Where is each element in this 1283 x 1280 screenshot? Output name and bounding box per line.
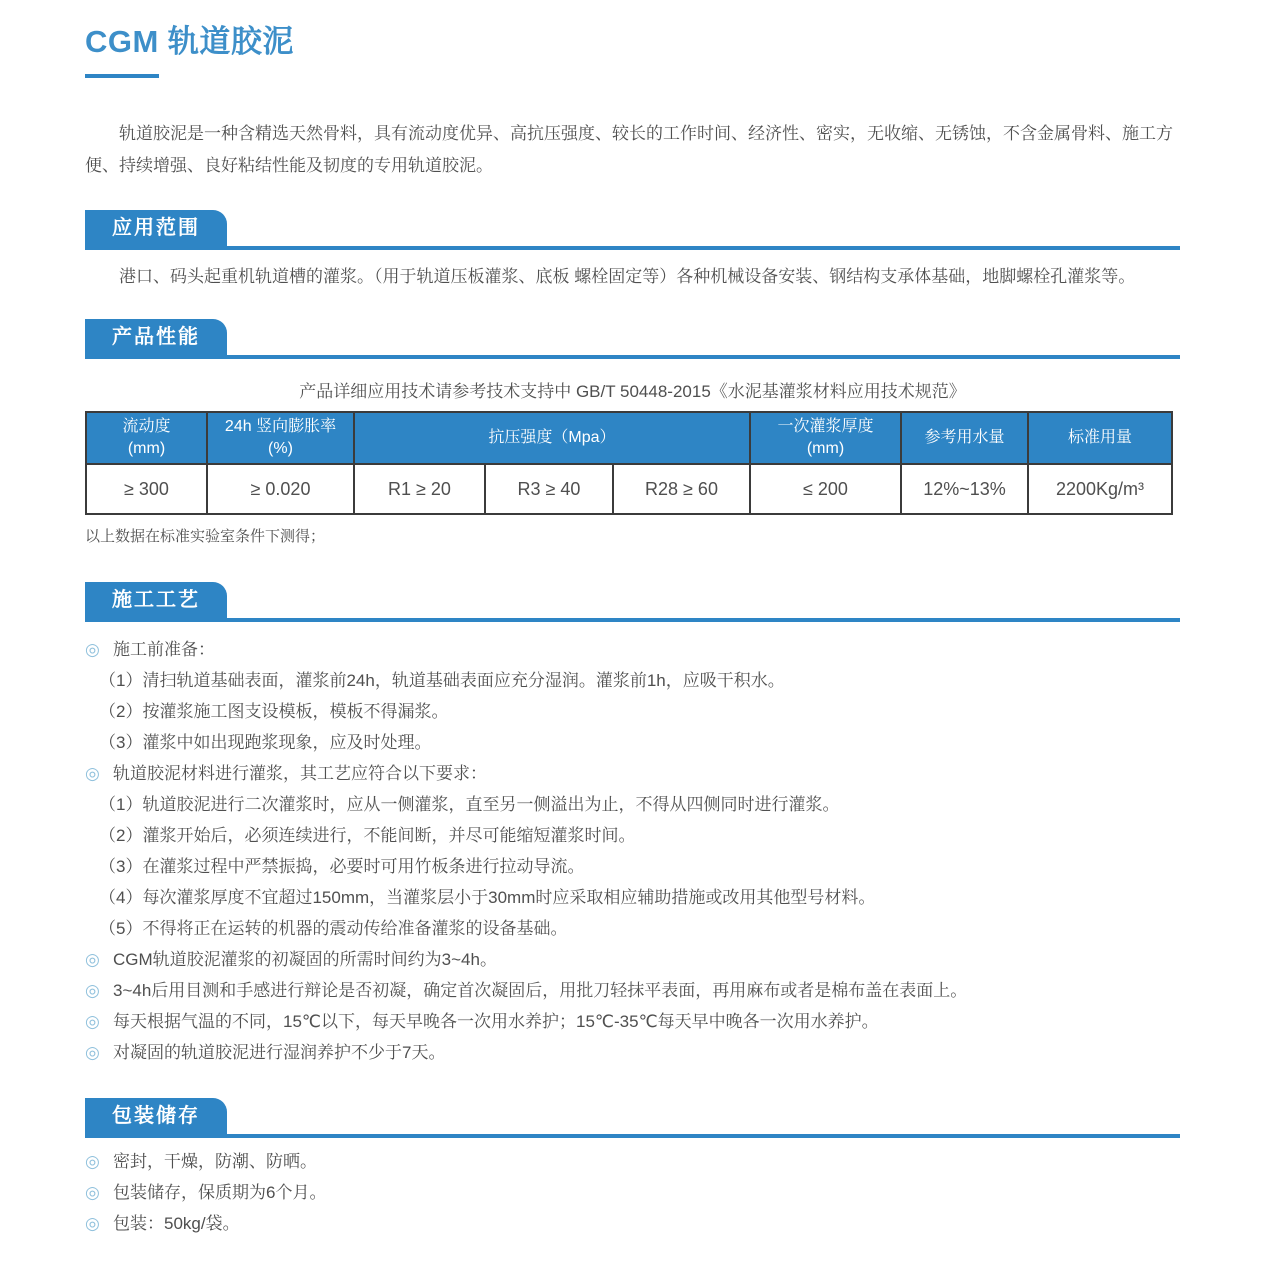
bullet-icon: ◎ bbox=[85, 981, 100, 1000]
col-header-expansion: 24h 竖向膨胀率 (%) bbox=[207, 412, 354, 464]
application-body: 港口、码头起重机轨道槽的灌浆。（用于轨道压板灌浆、底板 螺栓固定等）各种机械设备安装、钢结构支承体基础，地脚螺栓孔灌浆等。 bbox=[119, 267, 1136, 286]
packaging-item: ◎ 密封，干燥，防潮、防晒。 bbox=[85, 1152, 317, 1171]
bullet-icon: ◎ bbox=[85, 640, 100, 659]
section-heading-rule bbox=[85, 1098, 1180, 1138]
construction-step: （4）每次灌浆厚度不宜超过150mm，当灌浆层小于30mm时应采取相应辅助措施或改用其他型号材料。 bbox=[99, 888, 876, 907]
value-strength-r28: R28 ≥ 60 bbox=[613, 464, 750, 514]
title-underline bbox=[85, 74, 159, 78]
construction-step: （5）不得将正在运转的机器的震动传给准备灌浆的设备基础。 bbox=[99, 919, 568, 938]
performance-table bbox=[85, 411, 1173, 515]
bullet-icon: ◎ bbox=[85, 764, 100, 783]
bullet-icon: ◎ bbox=[85, 1183, 100, 1202]
col-header-water-ratio: 参考用水量 bbox=[901, 412, 1028, 464]
value-strength-r1: R1 ≥ 20 bbox=[354, 464, 485, 514]
col-header-flowability: 流动度 (mm) bbox=[86, 412, 207, 464]
bullet-icon: ◎ bbox=[85, 1152, 100, 1171]
value-water-ratio: 12%~13% bbox=[901, 464, 1028, 514]
table-data-row bbox=[86, 464, 1172, 514]
lab-condition-note: 以上数据在标准实验室条件下测得； bbox=[85, 528, 326, 545]
construction-step: （3）在灌浆过程中严禁振捣，必要时可用竹板条进行拉动导流。 bbox=[99, 857, 585, 876]
value-expansion: ≥ 0.020 bbox=[207, 464, 354, 514]
section-heading-rule bbox=[85, 210, 1180, 250]
value-grout-thickness: ≤ 200 bbox=[750, 464, 901, 514]
value-strength-r3: R3 ≥ 40 bbox=[485, 464, 613, 514]
section-packaging bbox=[85, 1098, 1180, 1234]
packaging-item: ◎ 包装：50kg/袋。 bbox=[85, 1214, 240, 1233]
section-heading-packaging: 包装储存 bbox=[85, 1098, 227, 1134]
page-title: CGM 轨道胶泥 bbox=[85, 24, 294, 59]
construction-steps-list bbox=[85, 640, 1180, 1063]
construction-step: （1）轨道胶泥进行二次灌浆时，应从一侧灌浆，直至另一侧溢出为止，不得从四侧同时进行灌浆。 bbox=[99, 795, 840, 814]
section-heading-application: 应用范围 bbox=[85, 210, 227, 246]
construction-step: ◎ 施工前准备： bbox=[85, 640, 215, 659]
section-heading-performance: 产品性能 bbox=[85, 319, 227, 355]
construction-step: ◎ CGM轨道胶泥灌浆的初凝固的所需时间约为3~4h。 bbox=[85, 950, 497, 969]
packaging-item: ◎ 包装储存，保质期为6个月。 bbox=[85, 1183, 327, 1202]
col-header-compressive-strength: 抗压强度（Mpa） bbox=[354, 412, 750, 464]
construction-step: ◎ 每天根据气温的不同，15℃以下，每天早晚各一次用水养护；15℃-35℃每天早中晚各一次用水养护。 bbox=[85, 1012, 879, 1031]
construction-step: （3）灌浆中如出现跑浆现象，应及时处理。 bbox=[99, 733, 432, 752]
col-header-standard-dosage: 标准用量 bbox=[1028, 412, 1172, 464]
bullet-icon: ◎ bbox=[85, 1214, 100, 1233]
construction-step: （1）清扫轨道基础表面，灌浆前24h，轨道基础表面应充分湿润。灌浆前1h，应吸干积水。 bbox=[99, 671, 785, 690]
construction-step: ◎ 轨道胶泥材料进行灌浆，其工艺应符合以下要求： bbox=[85, 764, 487, 783]
product-intro: 轨道胶泥是一种含精选天然骨料，具有流动度优异、高抗压强度、较长的工作时间、经济性、密实，无收缩、无锈蚀，不含金属骨料、施工方便、持续增强、良好粘结性能及韧度的专用轨道胶泥。 bbox=[85, 124, 1173, 175]
reference-standard-note: 产品详细应用技术请参考技术支持中 GB/T 50448-2015《水泥基灌浆材料应用技术规范》 bbox=[299, 382, 966, 401]
section-heading-rule bbox=[85, 319, 1180, 359]
section-heading-construction: 施工工艺 bbox=[85, 582, 227, 618]
bullet-icon: ◎ bbox=[85, 950, 100, 969]
section-performance bbox=[85, 319, 1180, 546]
value-standard-dosage: 2200Kg/m³ bbox=[1028, 464, 1172, 514]
construction-step: ◎ 3~4h后用目测和手感进行辩论是否初凝，确定首次凝固后，用批刀轻抹平表面，再用麻布或者是棉布盖在表面上。 bbox=[85, 981, 968, 1000]
section-application bbox=[85, 210, 1180, 291]
table-header-row bbox=[86, 412, 1172, 464]
section-heading-rule bbox=[85, 582, 1180, 622]
col-header-grout-thickness: 一次灌浆厚度 (mm) bbox=[750, 412, 901, 464]
value-flowability: ≥ 300 bbox=[86, 464, 207, 514]
bullet-icon: ◎ bbox=[85, 1043, 100, 1062]
construction-step: （2）按灌浆施工图支设模板，模板不得漏浆。 bbox=[99, 702, 449, 721]
packaging-list bbox=[85, 1152, 1180, 1234]
construction-step: （2）灌浆开始后，必须连续进行，不能间断，并尽可能缩短灌浆时间。 bbox=[99, 826, 636, 845]
construction-step: ◎ 对凝固的轨道胶泥进行湿润养护不少于7天。 bbox=[85, 1043, 446, 1062]
bullet-icon: ◎ bbox=[85, 1012, 100, 1031]
section-construction bbox=[85, 582, 1180, 1063]
